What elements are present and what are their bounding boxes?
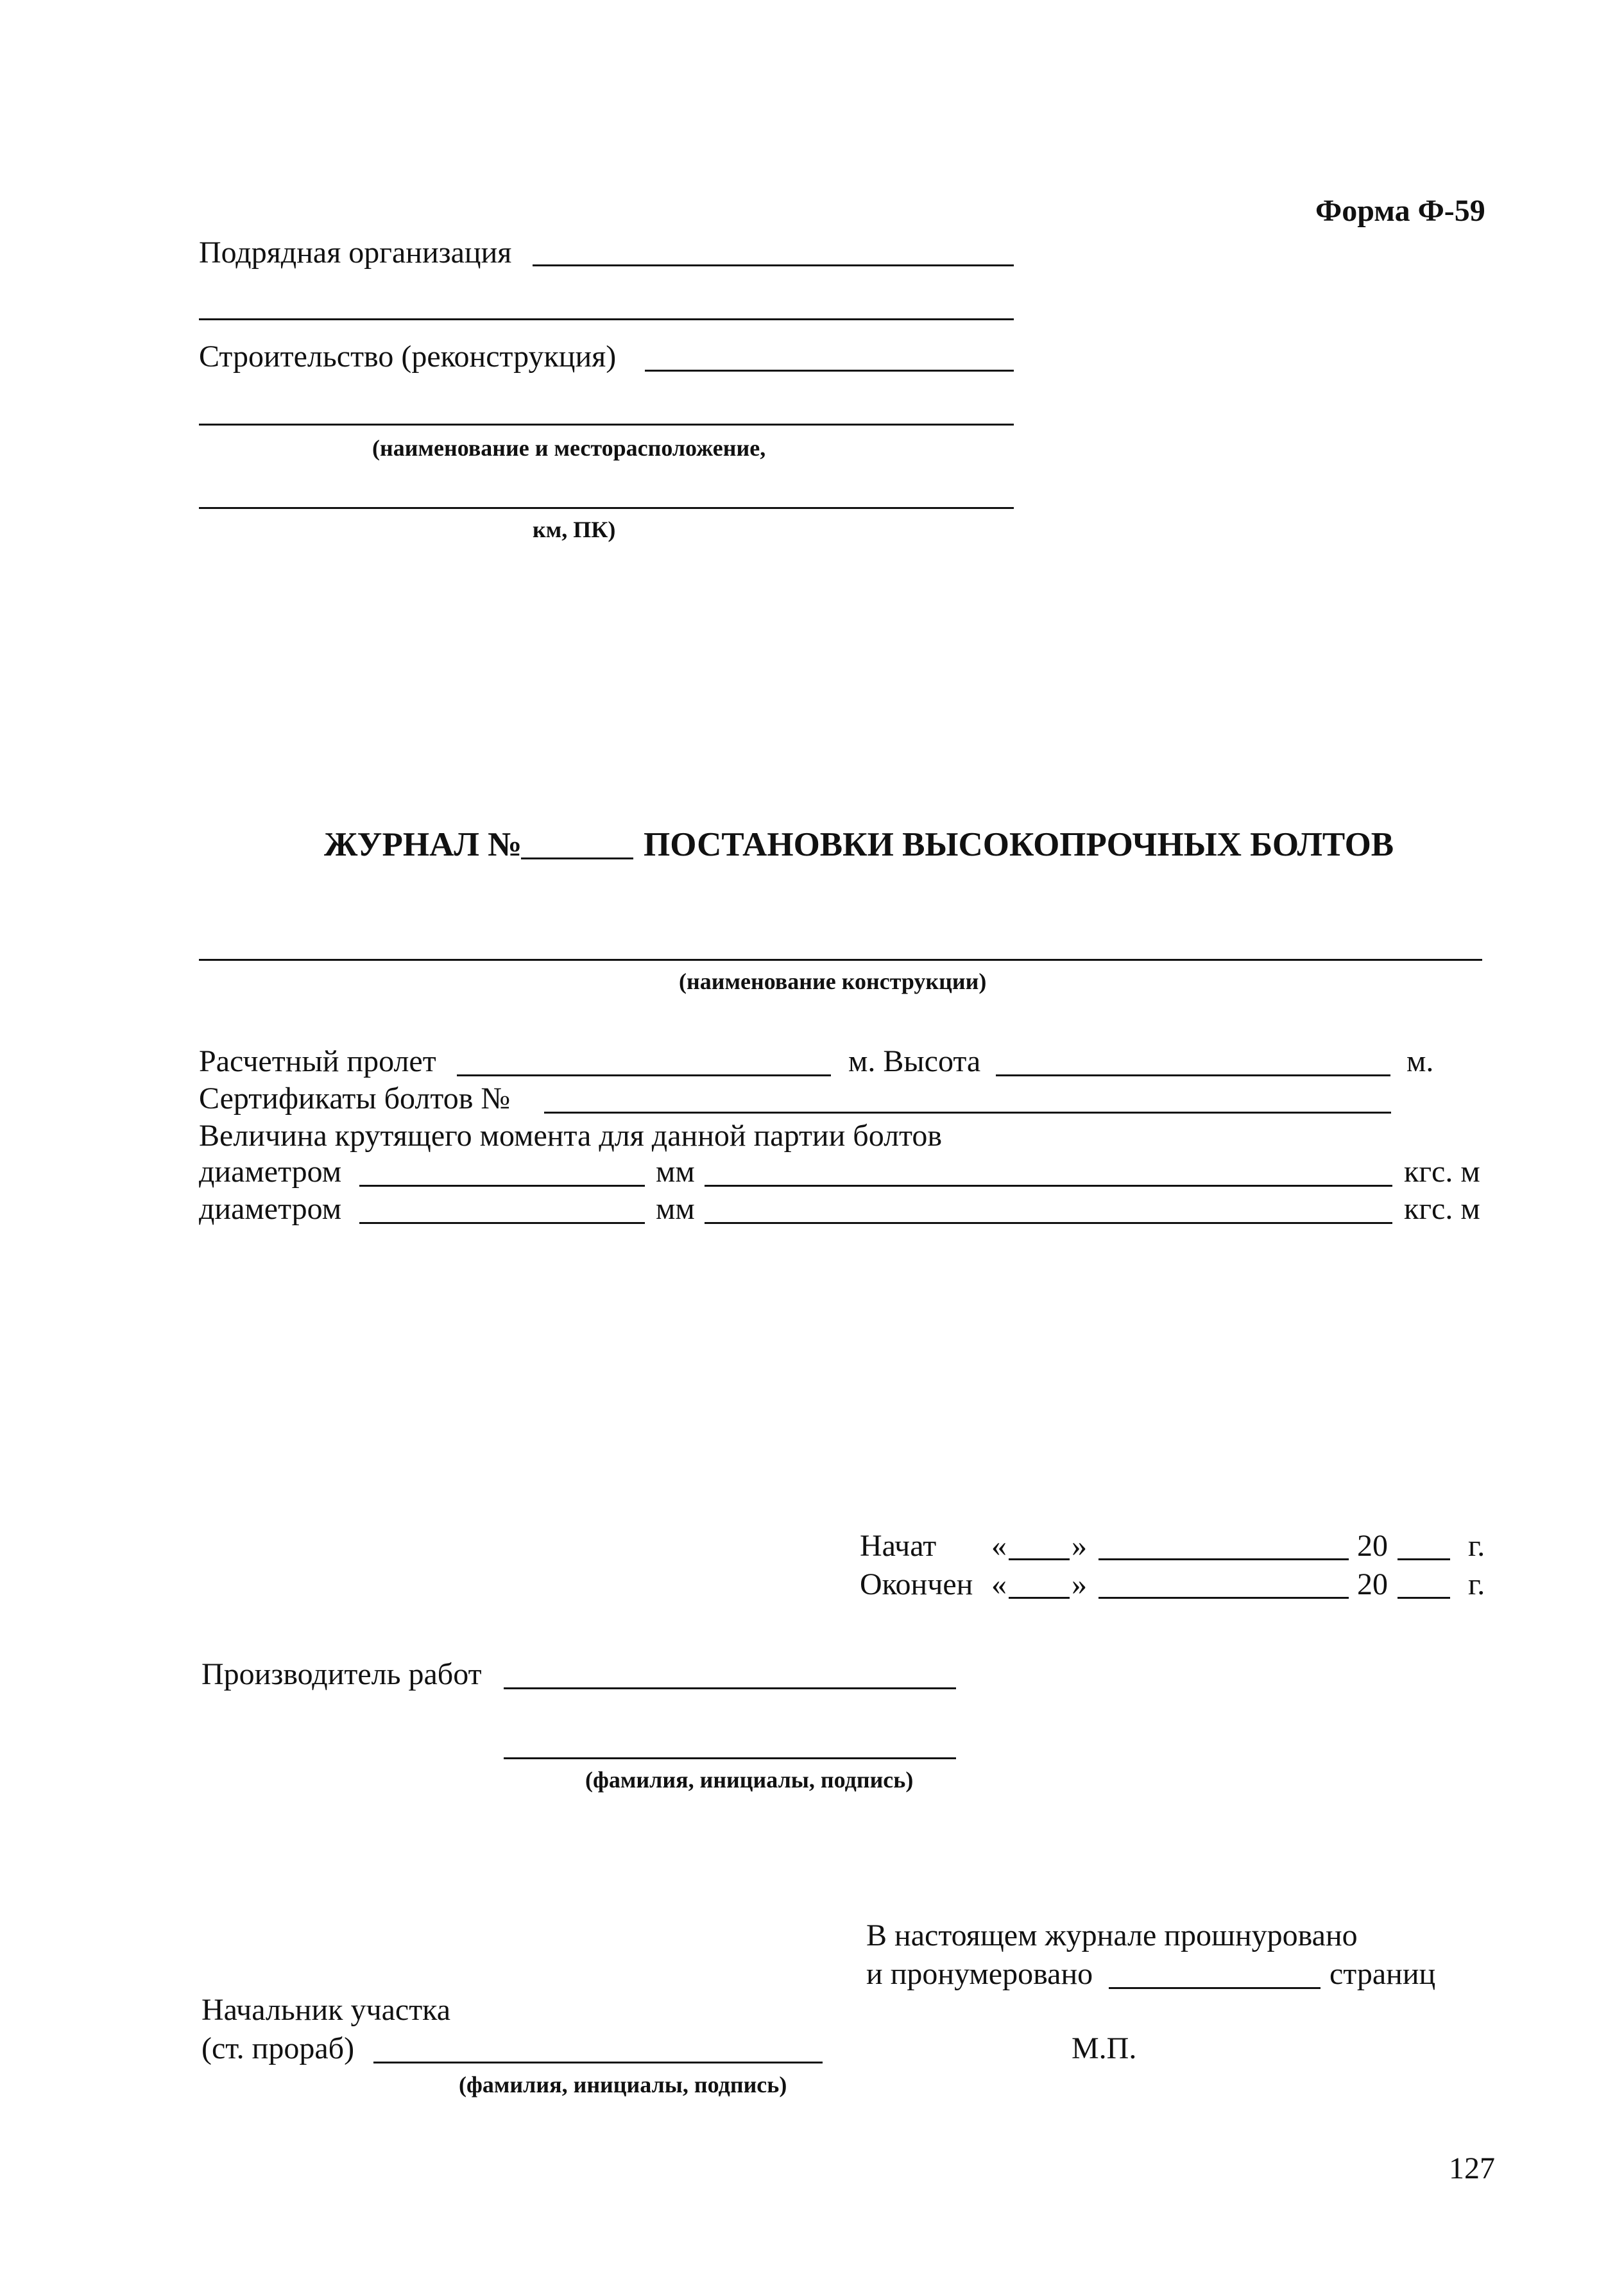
structure-caption: (наименование конструкции) [679, 969, 987, 994]
works-manager-signature-field[interactable] [504, 1757, 956, 1759]
torque-field-2[interactable] [705, 1222, 1392, 1224]
finished-open-quote: « [991, 1567, 1007, 1601]
construction-field-line-3[interactable] [199, 507, 1014, 509]
started-century: 20 [1357, 1529, 1388, 1563]
pages-count-field[interactable] [1109, 1987, 1321, 1989]
journal-title-suffix: ПОСТАНОВКИ ВЫСОКОПРОЧНЫХ БОЛТОВ [644, 826, 1394, 863]
construction-field-line-2[interactable] [199, 424, 1014, 426]
page-number: 127 [1449, 2151, 1495, 2185]
diameter-field-2[interactable] [359, 1222, 645, 1224]
certificates-label: Сертификаты болтов № [199, 1081, 511, 1115]
finished-day-field[interactable] [1009, 1597, 1070, 1599]
height-field[interactable] [996, 1074, 1390, 1076]
span-label: Расчетный пролет [199, 1044, 436, 1078]
works-manager-label: Производитель работ [201, 1657, 482, 1691]
works-manager-caption: (фамилия, инициалы, подпись) [585, 1767, 914, 1793]
started-open-quote: « [991, 1529, 1007, 1563]
contractor-field-line-2[interactable] [199, 318, 1014, 320]
binding-line-2-suffix: страниц [1329, 1957, 1436, 1991]
span-unit-height-label: м. Высота [848, 1044, 981, 1078]
form-number: Форма Ф-59 [1315, 194, 1485, 228]
height-unit: м. [1406, 1044, 1434, 1078]
certificates-field[interactable] [544, 1112, 1391, 1114]
started-month-field[interactable] [1098, 1558, 1349, 1560]
journal-title-prefix: ЖУРНАЛ № [324, 826, 522, 863]
started-label: Начат [860, 1529, 937, 1563]
started-year-suffix: г. [1468, 1529, 1485, 1563]
span-field[interactable] [457, 1074, 831, 1076]
started-year-field[interactable] [1397, 1558, 1450, 1560]
diameter-unit-2: мм [656, 1192, 695, 1226]
diameter-label-2: диаметром [199, 1192, 342, 1226]
finished-label: Окончен [860, 1567, 973, 1601]
construction-field[interactable] [645, 370, 1014, 372]
construction-caption-2: км, ПК) [533, 517, 616, 542]
site-chief-label-1: Начальник участка [201, 1993, 451, 2027]
journal-number-field[interactable] [521, 857, 633, 859]
site-chief-caption: (фамилия, инициалы, подпись) [459, 2072, 787, 2097]
seal-mark: М.П. [1072, 2031, 1137, 2065]
torque-unit-1: кгс. м [1404, 1155, 1480, 1189]
diameter-field-1[interactable] [359, 1185, 645, 1187]
binding-line-2-prefix: и пронумеровано [866, 1957, 1093, 1991]
construction-label: Строительство (реконструкция) [199, 340, 617, 374]
finished-month-field[interactable] [1098, 1597, 1349, 1599]
construction-caption-1: (наименование и месторасположение, [372, 435, 766, 461]
site-chief-label-2: (ст. прораб) [201, 2031, 355, 2065]
contractor-field[interactable] [533, 264, 1014, 266]
started-day-field[interactable] [1009, 1558, 1070, 1560]
finished-year-suffix: г. [1468, 1567, 1485, 1601]
torque-heading: Величина крутящего момента для данной партии болтов [199, 1119, 943, 1153]
finished-close-quote: » [1072, 1567, 1087, 1601]
finished-year-field[interactable] [1397, 1597, 1450, 1599]
works-manager-field[interactable] [504, 1687, 956, 1689]
binding-line-1: В настоящем журнале прошнуровано [866, 1918, 1358, 1952]
structure-name-field[interactable] [199, 959, 1482, 961]
site-chief-field[interactable] [373, 2062, 823, 2063]
torque-field-1[interactable] [705, 1185, 1392, 1187]
torque-unit-2: кгс. м [1404, 1192, 1480, 1226]
contractor-label: Подрядная организация [199, 236, 512, 270]
started-close-quote: » [1072, 1529, 1087, 1563]
diameter-label-1: диаметром [199, 1155, 342, 1189]
diameter-unit-1: мм [656, 1155, 695, 1189]
finished-century: 20 [1357, 1567, 1388, 1601]
